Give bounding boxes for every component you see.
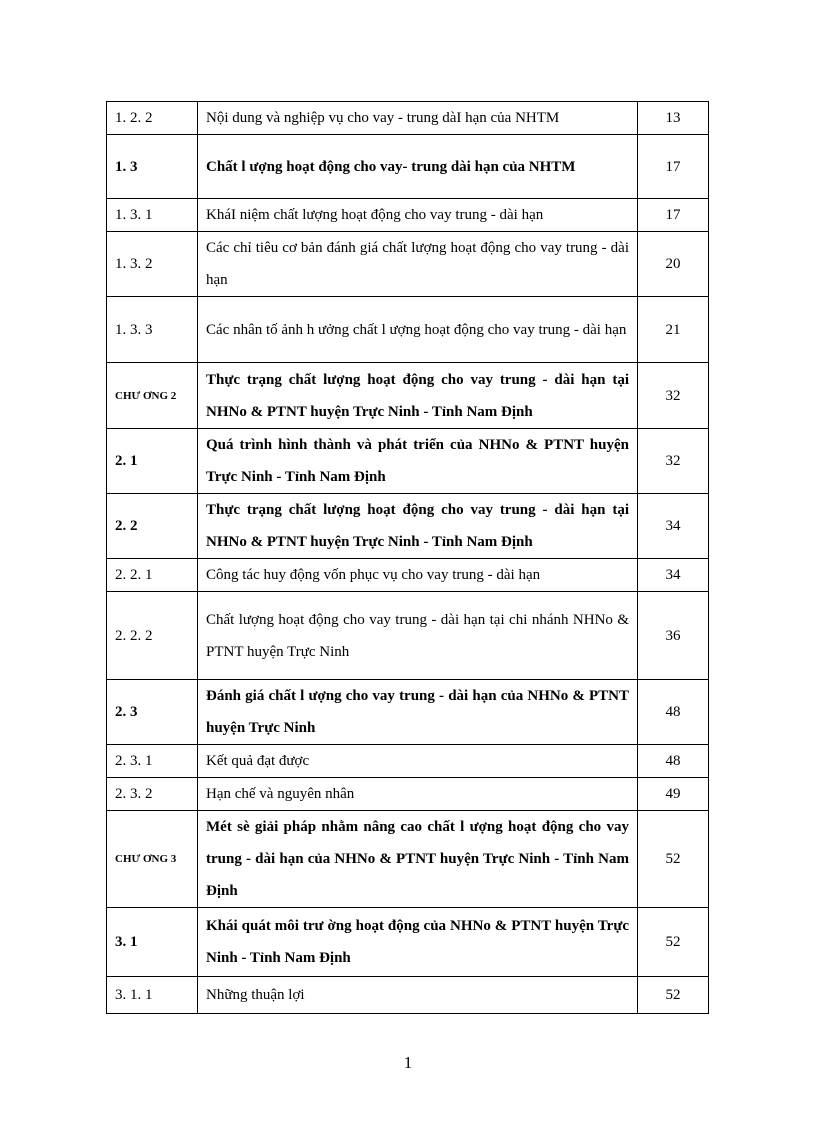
- toc-number: 3. 1. 1: [107, 977, 198, 1014]
- toc-number: 2. 2. 2: [107, 592, 198, 680]
- toc-body: [107, 102, 709, 1014]
- toc-title: Các nhân tố ảnh h ưởng chất l ượng hoạt động cho vay trung - dài hạn: [198, 297, 638, 363]
- toc-page: 52: [638, 811, 709, 908]
- toc-title: Các chỉ tiêu cơ bản đánh giá chất lượng hoạt động cho vay trung - dài hạn: [198, 232, 638, 297]
- toc-page: 17: [638, 135, 709, 199]
- toc-number: CHƯ ƠNG 2: [107, 363, 198, 429]
- toc-number: CHƯ ƠNG 3: [107, 811, 198, 908]
- toc-page: 34: [638, 494, 709, 559]
- toc-title: Khái quát môi trư ờng hoạt động của NHNo & PTNT huyện Trực Ninh - Tỉnh Nam Định: [198, 908, 638, 977]
- toc-row: [107, 297, 709, 363]
- toc-row: [107, 778, 709, 811]
- toc-title: Chất lượng hoạt động cho vay trung - dài hạn tại chi nhánh NHNo & PTNT huyện Trực Ninh: [198, 592, 638, 680]
- toc-number: 2. 2. 1: [107, 559, 198, 592]
- toc-page: 13: [638, 102, 709, 135]
- toc-page: 21: [638, 297, 709, 363]
- toc-title: Chất l ượng hoạt động cho vay- trung dài hạn của NHTM: [198, 135, 638, 199]
- toc-number: 2. 1: [107, 429, 198, 494]
- toc-row: [107, 494, 709, 559]
- toc-row: [107, 908, 709, 977]
- toc-page: 32: [638, 363, 709, 429]
- page-number: 1: [403, 1053, 413, 1072]
- toc-row: [107, 745, 709, 778]
- toc-table: [106, 101, 709, 1014]
- toc-number: 2. 3. 2: [107, 778, 198, 811]
- toc-number: 2. 3: [107, 680, 198, 745]
- toc-row: [107, 811, 709, 908]
- toc-row: [107, 199, 709, 232]
- toc-title: Mét sè giải pháp nhằm nâng cao chất l ượng hoạt động cho vay trung - dài hạn của NHNo & PTNT huyện Trực Ninh - Tỉnh Nam Định: [198, 811, 638, 908]
- toc-page: 52: [638, 908, 709, 977]
- toc-number: 2. 2: [107, 494, 198, 559]
- toc-page: 36: [638, 592, 709, 680]
- toc-number: 1. 3. 1: [107, 199, 198, 232]
- toc-title: Quá trình hình thành và phát triển của NHNo & PTNT huyện Trực Ninh - Tỉnh Nam Định: [198, 429, 638, 494]
- toc-row: [107, 102, 709, 135]
- toc-title: Nội dung và nghiệp vụ cho vay - trung dàI hạn của NHTM: [198, 102, 638, 135]
- toc-page: 20: [638, 232, 709, 297]
- toc-number: 2. 3. 1: [107, 745, 198, 778]
- toc-page: 34: [638, 559, 709, 592]
- toc-title: Kết quả đạt được: [198, 745, 638, 778]
- toc-number: 1. 2. 2: [107, 102, 198, 135]
- toc-title: Công tác huy động vốn phục vụ cho vay trung - dài hạn: [198, 559, 638, 592]
- toc-title: Thực trạng chất lượng hoạt động cho vay trung - dài hạn tại NHNo & PTNT huyện Trực Ninh - Tỉnh Nam Định: [198, 363, 638, 429]
- toc-number: 3. 1: [107, 908, 198, 977]
- toc-row: [107, 680, 709, 745]
- toc-row: [107, 559, 709, 592]
- toc-page: 17: [638, 199, 709, 232]
- toc-number: 1. 3. 2: [107, 232, 198, 297]
- toc-title: KháI niệm chất lượng hoạt động cho vay trung - dài hạn: [198, 199, 638, 232]
- toc-title: Những thuận lợi: [198, 977, 638, 1014]
- toc-page: 48: [638, 745, 709, 778]
- toc-row: [107, 977, 709, 1014]
- toc-row: [107, 135, 709, 199]
- toc-row: [107, 232, 709, 297]
- toc-page: 32: [638, 429, 709, 494]
- toc-title: Đánh giá chất l ượng cho vay trung - dài hạn của NHNo & PTNT huyện Trực Ninh: [198, 680, 638, 745]
- toc-row: [107, 592, 709, 680]
- toc-row: [107, 429, 709, 494]
- toc-number: 1. 3: [107, 135, 198, 199]
- toc-page: 49: [638, 778, 709, 811]
- toc-row: [107, 363, 709, 429]
- toc-page: 48: [638, 680, 709, 745]
- toc-title: Hạn chế và nguyên nhân: [198, 778, 638, 811]
- toc-page: 52: [638, 977, 709, 1014]
- toc-number: 1. 3. 3: [107, 297, 198, 363]
- toc-title: Thực trạng chất lượng hoạt động cho vay trung - dài hạn tại NHNo & PTNT huyện Trực Ninh - Tỉnh Nam Định: [198, 494, 638, 559]
